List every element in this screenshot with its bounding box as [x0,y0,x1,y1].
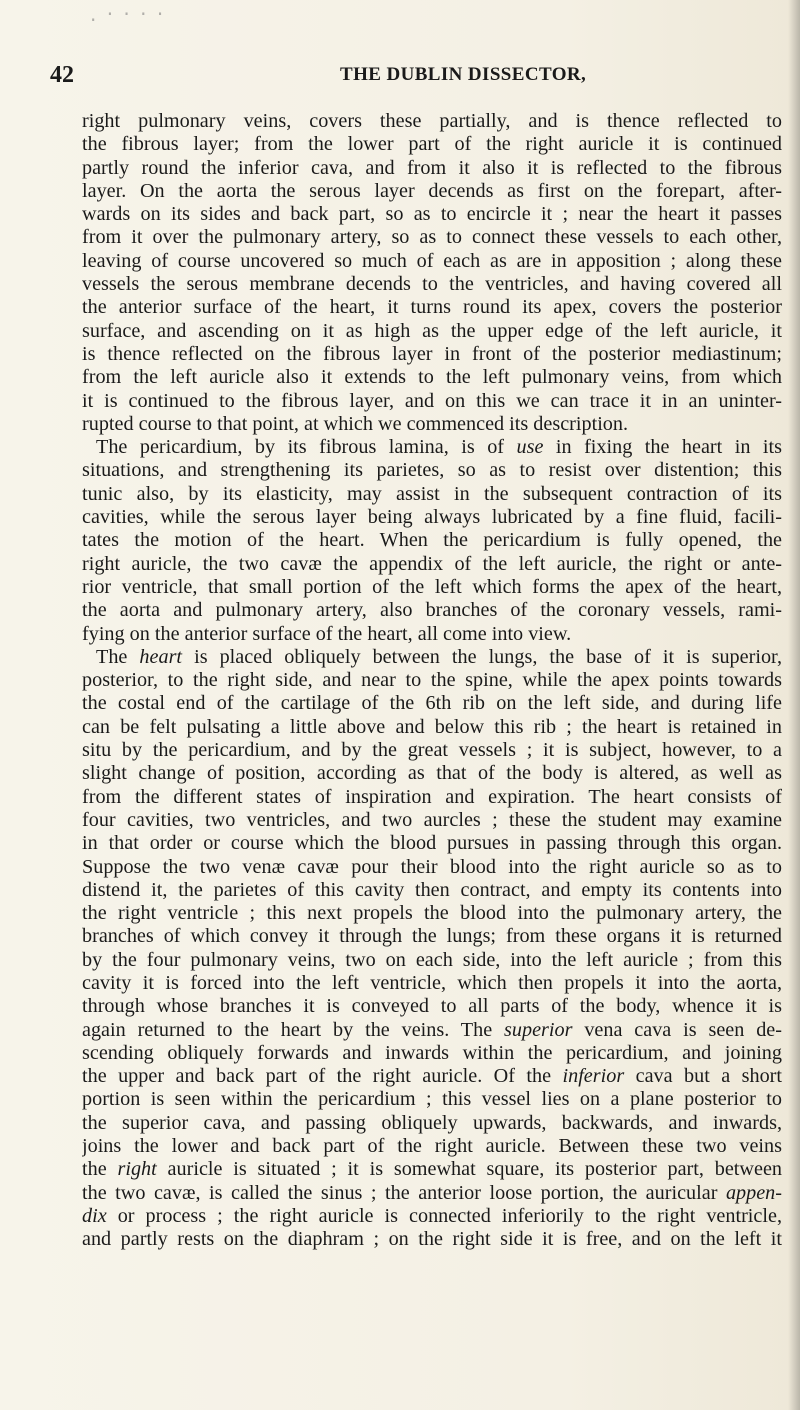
text-line: from the different states of inspiration and expiration. The heart consists of [82,785,782,808]
text-line: can be felt pulsating a little above and below this rib ; the heart is retained in [82,715,782,738]
text-line: The pericardium, by its fibrous lamina, is of use in fixing the heart in its [96,436,782,459]
text-line: the right ventricle ; this next propels the blood into the pulmonary artery, the [82,902,782,925]
text-line: joins the lower and back part of the right auricle. Between these two veins [82,1135,782,1158]
text-line: and partly rests on the diaphram ; on the right side it is free, and on the left it [82,1228,782,1251]
text-line: vessels the serous membrane decends to the ventricles, and having covered all [82,273,782,296]
text-line: right auricle, the two cavæ the appendix of the left auricle, the right or ante- [82,552,782,575]
text-line: Suppose the two venæ cavæ pour their blood into the right auricle so as to [82,855,782,878]
text-line: the right auricle is situated ; it is somewhat square, its posterior part, between [82,1158,782,1181]
top-margin-smudge: . · · · · [90,2,166,26]
text-line: the two cavæ, is called the sinus ; the anterior loose portion, the auricular appen- [82,1181,782,1204]
text-line: The heart is placed obliquely between the lungs, the base of it is superior, [96,645,782,668]
text-line: tates the motion of the heart. When the pericardium is fully opened, the [82,529,782,552]
text-line: by the four pulmonary veins, two on each side, into the left auricle ; from this [82,948,782,971]
text-line: rior ventricle, that small portion of the left which forms the apex of the heart, [82,575,782,598]
text-line: cavities, while the serous layer being always lubricated by a fine fluid, facili- [82,506,782,529]
text-line: right pulmonary veins, covers these partially, and is thence reflected to [82,110,782,132]
text-line: scending obliquely forwards and inwards within the pericardium, and joining [82,1041,782,1064]
page-edge-shadow [788,0,800,1410]
text-line: rupted course to that point, at which we commenced its description. [82,412,629,435]
text-line: surface, and ascending on it as high as the upper edge of the left auricle, it [82,319,782,342]
text-line: partly round the inferior cava, and from it also it is reflected to the fibrous [82,156,782,179]
text-line: in that order or course which the blood pursues in passing through this organ. [82,832,782,855]
text-line: slight change of position, according as that of the body is altered, as well as [82,762,782,785]
text-line: the upper and back part of the right auricle. Of the inferior cava but a short [82,1065,782,1088]
text-line: posterior, to the right side, and near to the spine, while the apex points towards [82,669,782,692]
page-number: 42 [50,62,74,88]
page-header [50,62,780,92]
text-line: the aorta and pulmonary artery, also branches of the coronary vessels, rami- [82,599,782,622]
text-line: through whose branches it is conveyed to all parts of the body, whence it is [82,995,782,1018]
text-line: four cavities, two ventricles, and two aurcles ; these the student may examine [82,808,782,831]
text-line: the anterior surface of the heart, it turns round its apex, covers the posterior [82,296,782,319]
text-line: the superior cava, and passing obliquely upwards, backwards, and inwards, [82,1111,782,1134]
text-line: branches of which convey it through the lungs; from these organs it is returned [82,925,782,948]
text-line: dix or process ; the right auricle is connected inferiorily to the right ventricle, [82,1204,782,1227]
text-line: is thence reflected on the fibrous layer in front of the posterior mediastinum; [82,342,782,365]
text-line: tunic also, by its elasticity, may assist in the subsequent contraction of its [82,482,782,505]
text-line: from the left auricle also it extends to the left pulmonary veins, from which [82,366,782,389]
text-line: wards on its sides and back part, so as to encircle it ; near the heart it passes [82,203,782,226]
text-line: it is continued to the fibrous layer, and on this we can trace it in an uninter- [82,389,782,412]
text-line: the fibrous layer; from the lower part of the right auricle it is continued [82,133,782,156]
text-line: situ by the pericardium, and by the great vessels ; it is subject, however, to a [82,739,782,762]
body-text [82,110,782,1252]
text-line: from it over the pulmonary artery, so as to connect these vessels to each other, [82,226,782,249]
text-line: leaving of course uncovered so much of each as are in apposition ; along these [82,249,782,272]
text-line: layer. On the aorta the serous layer decends as first on the forepart, after- [82,179,782,202]
running-head: THE DUBLIN DISSECTOR, [340,64,587,85]
text-line: the costal end of the cartilage of the 6th rib on the left side, and during life [82,692,782,715]
text-line: fying on the anterior surface of the heart, all come into view. [82,622,572,645]
text-line: distend it, the parietes of this cavity then contract, and empty its contents into [82,878,782,901]
text-line: again returned to the heart by the veins. The superior vena cava is seen de- [82,1018,782,1041]
text-line: cavity it is forced into the left ventricle, which then propels it into the aorta, [82,971,782,994]
text-line: situations, and strengthening its parietes, so as to resist over distention; this [82,459,782,482]
text-line: portion is seen within the pericardium ; this vessel lies on a plane posterior to [82,1088,782,1111]
